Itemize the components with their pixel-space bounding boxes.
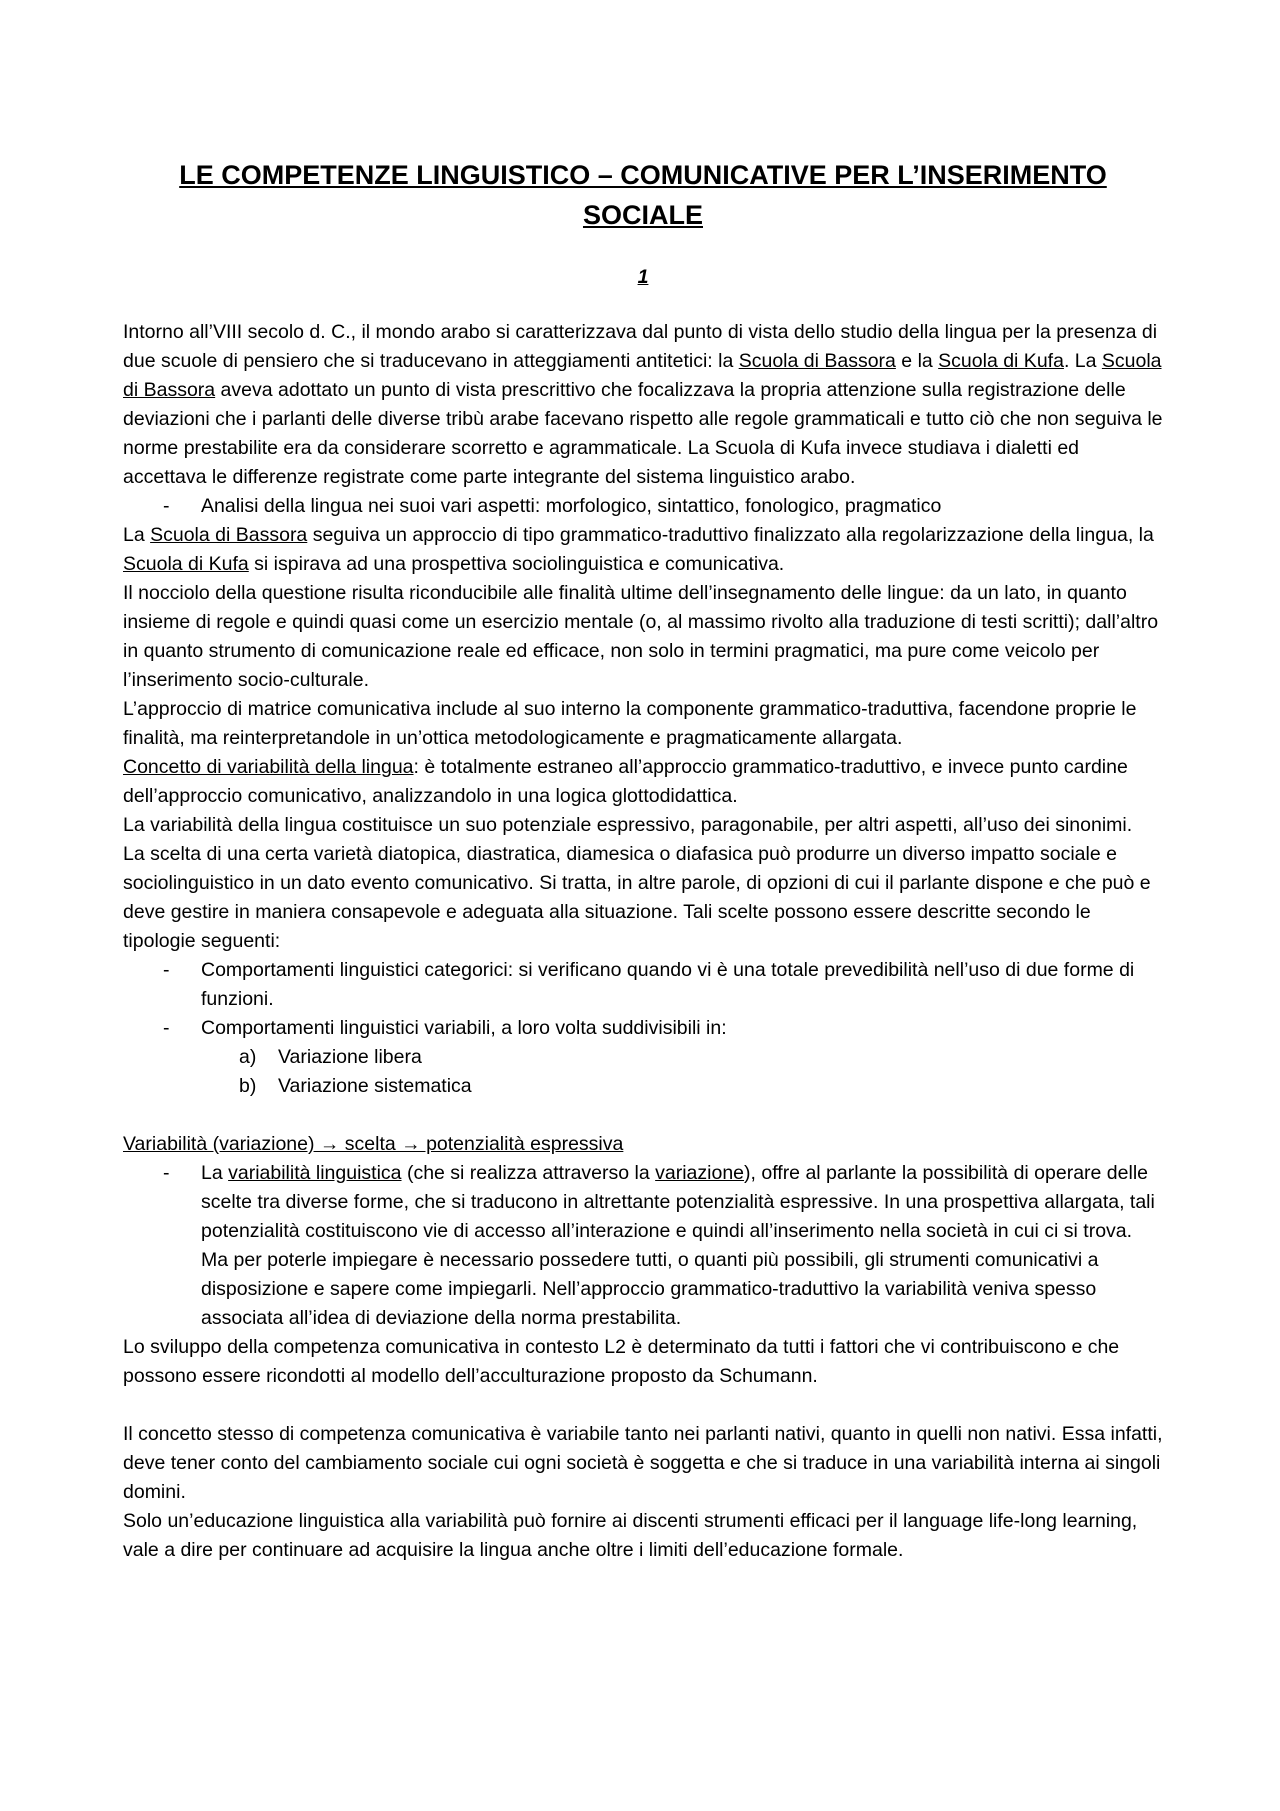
paragraph: Solo un’educazione linguistica alla variabilità può fornire ai discenti strumenti efficaci per il language life-long learning, vale a dire per continuare ad acquisire la lingua anche oltre i limiti dell’educazione formale.: [123, 1510, 1138, 1561]
underlined-term: variazione: [655, 1162, 745, 1184]
bullet-item: - Comportamenti linguistici categorici: si verificano quando vi è una totale prevedibilità nell’uso di due forme di funzioni.: [123, 956, 1163, 1014]
page-number: 1: [637, 266, 649, 288]
paragraph: La variabilità della lingua costituisce un suo potenziale espressivo, paragonabile, per altri aspetti, all’uso dei sinonimi.: [123, 814, 1133, 836]
underlined-term: Scuola di Bassora: [150, 524, 308, 546]
sub-list-item: b) Variazione sistematica: [123, 1072, 1163, 1101]
paragraph: Il concetto stesso di competenza comunicativa è variabile tanto nei parlanti nativi, quanto in quelli non nativi. Essa infatti, deve tener conto del cambiamento sociale cui ogni società è soggetta e che si traduce in una variabilità interna ai singoli domini.: [123, 1423, 1163, 1503]
bullet-item: - La variabilità linguistica (che si realizza attraverso la variazione), offre al parlante la possibilità di operare delle scelte tra diverse forme, che si traducono in altrettante potenzialità espressive. In una prospettiva allargata, tali potenzialità costituiscono vie di accesso all’interazione e quindi all’inserimento nella società in cui ci si trova. Ma per poterle impiegare è necessario possedere tutti, o quanti più possibili, gli strumenti comunicativi a disposizione e sapere come impiegarli. Nell’approccio grammatico-traduttivo la variabilità veniva spesso associata all’idea di deviazione della norma prestabilita.: [123, 1159, 1163, 1333]
spacer: [123, 1391, 1163, 1420]
underlined-term: Scuola di Kufa: [938, 350, 1064, 372]
bullet-item: - Analisi della lingua nei suoi vari aspetti: morfologico, sintattico, fonologico, pragmatico: [123, 492, 1163, 521]
underlined-term: Scuola di Kufa: [123, 553, 249, 575]
document-title: LE COMPETENZE LINGUISTICO – COMUNICATIVE PER L’INSERIMENTO SOCIALE: [179, 160, 1107, 230]
sub-list-item: a) Variazione libera: [123, 1043, 1163, 1072]
sub-list-label: a): [239, 1046, 257, 1068]
paragraph: Il nocciolo della questione risulta riconducibile alle finalità ultime dell’insegnamento delle lingue: da un lato, in quanto insieme di regole e quindi quasi come un esercizio mentale (o, al massimo rivolto alla traduzione di testi scritti); dall’altro in quanto strumento di comunicazione reale ed efficace, non solo in termini pragmatici, ma pure come veicolo per l’inserimento socio-culturale.: [123, 582, 1159, 691]
paragraph: Lo sviluppo della competenza comunicativa in contesto L2 è determinato da tutti i fattori che vi contribuiscono e che possono essere ricondotti al modello dell’acculturazione proposto da Schumann.: [123, 1336, 1120, 1387]
paragraph: Concetto di variabilità della lingua: è totalmente estraneo all’approccio grammatico-traduttivo, e invece punto cardine dell’approccio comunicativo, analizzandolo in una logica glottodidattica.: [123, 756, 1128, 807]
bullet-item: - Comportamenti linguistici variabili, a loro volta suddivisibili in:: [123, 1014, 1163, 1043]
document-page: [123, 155, 1163, 1565]
paragraph-intro: Intorno all’VIII secolo d. C., il mondo arabo si caratterizzava dal punto di vista dello studio della lingua per la presenza di due scuole di pensiero che si traducevano in atteggiamenti antitetici: la Scuola di Bassora e la Scuola di Kufa. La Scuola di Bassora aveva adottato un punto di vista prescrittivo che focalizzava la propria attenzione sulla registrazione delle deviazioni che i parlanti delle diverse tribù arabe facevano rispetto alle regole grammaticali e tutto ciò che non seguiva le norme prestabilite era da considerare scorretto e agrammaticale. La Scuola di Kufa invece studiava i dialetti ed accettava le differenze registrate come parte integrante del sistema linguistico arabo.: [123, 321, 1163, 488]
underlined-term: Scuola di Bassora: [123, 350, 1162, 401]
sub-list-label: b): [239, 1075, 257, 1097]
paragraph: L’approccio di matrice comunicativa include al suo interno la componente grammatico-traduttiva, facendone proprie le finalità, ma reinterpretandole in un’ottica metodologicamente e pragmaticamente allargata.: [123, 698, 1137, 749]
underlined-term: Scuola di Bassora: [738, 350, 896, 372]
section-heading: Variabilità (variazione) → scelta → potenzialità espressiva: [123, 1133, 624, 1155]
paragraph: La scelta di una certa varietà diatopica, diastratica, diamesica o diafasica può produrre un diverso impatto sociale e sociolinguistico in un dato evento comunicativo. Si tratta, in altre parole, di opzioni di cui il parlante dispone e che può e deve gestire in maniera consapevole e adeguata alla situazione. Tali scelte possono essere descritte secondo le tipologie seguenti:: [123, 843, 1151, 952]
spacer: [123, 1101, 1163, 1130]
underlined-term: variabilità linguistica: [228, 1162, 402, 1184]
underlined-term: Concetto di variabilità della lingua: [123, 756, 414, 778]
paragraph: La Scuola di Bassora seguiva un approccio di tipo grammatico-traduttivo finalizzato alla regolarizzazione della lingua, la Scuola di Kufa si ispirava ad una prospettiva sociolinguistica e comunicativa.: [123, 524, 1154, 575]
